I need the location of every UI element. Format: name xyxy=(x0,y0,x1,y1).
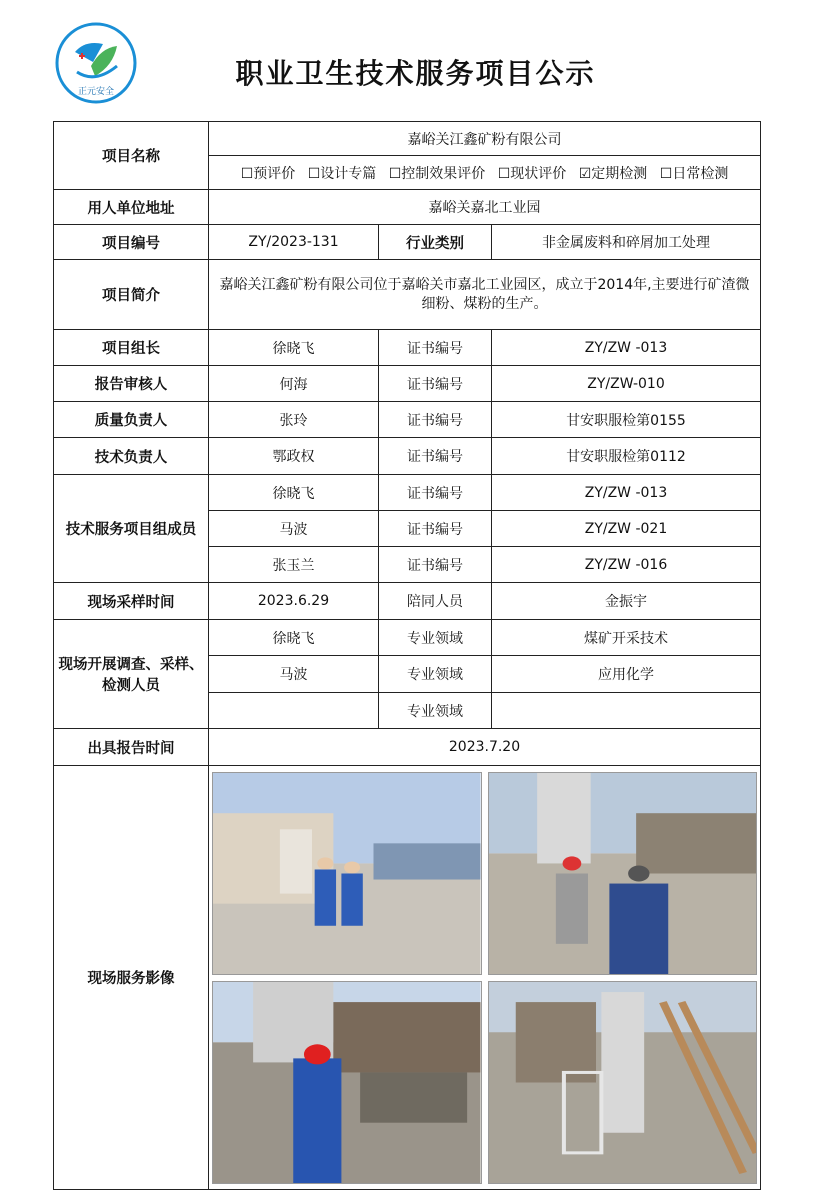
cert-label: 证书编号 xyxy=(379,438,492,475)
tech-label: 技术负责人 xyxy=(54,438,209,475)
member-cert: ZY/ZW -013 xyxy=(492,475,761,511)
cert-label: 证书编号 xyxy=(379,366,492,402)
sampling-time-label: 现场采样时间 xyxy=(54,583,209,620)
cert-label: 证书编号 xyxy=(379,330,492,366)
industry-value: 非金属废料和碎屑加工处理 xyxy=(492,225,761,260)
option-daily-test: ☐日常检测 xyxy=(659,165,729,182)
members-label: 技术服务项目组成员 xyxy=(54,475,209,583)
field-value: 应用化学 xyxy=(492,656,761,693)
report-time-label: 出具报告时间 xyxy=(54,729,209,766)
reviewer-cert: ZY/ZW-010 xyxy=(492,366,761,402)
project-code-label: 项目编号 xyxy=(54,225,209,260)
project-name-label: 项目名称 xyxy=(54,122,209,190)
quality-name: 张玲 xyxy=(209,402,379,438)
reviewer-name: 何海 xyxy=(209,366,379,402)
field-value: 煤矿开采技术 xyxy=(492,620,761,656)
address-value: 嘉峪关嘉北工业园 xyxy=(209,190,761,225)
site-photo-1 xyxy=(212,772,482,975)
member-cert: ZY/ZW -016 xyxy=(492,547,761,583)
quality-cert: 甘安职服检第0155 xyxy=(492,402,761,438)
companion-label: 陪同人员 xyxy=(379,583,492,620)
option-control-eval: ☐控制效果评价 xyxy=(388,165,486,182)
cert-label: 证书编号 xyxy=(379,402,492,438)
field-label: 专业领域 xyxy=(379,656,492,693)
photos-cell xyxy=(209,766,761,1190)
intro-text: 嘉峪关江鑫矿粉有限公司位于嘉峪关市嘉北工业园区，成立于2014年,主要进行矿渣微细粉、煤粉的生产。 xyxy=(209,260,761,330)
cert-label: 证书编号 xyxy=(379,475,492,511)
photos-label: 现场服务影像 xyxy=(54,766,209,1190)
field-people-label: 现场开展调查、采样、检测人员 xyxy=(54,620,209,729)
companion-name: 金振宇 xyxy=(492,583,761,620)
reviewer-label: 报告审核人 xyxy=(54,366,209,402)
project-name: 嘉峪关江鑫矿粉有限公司 xyxy=(209,122,761,156)
leader-name: 徐晓飞 xyxy=(209,330,379,366)
info-table xyxy=(53,121,761,1190)
member-name: 徐晓飞 xyxy=(209,475,379,511)
service-type-options xyxy=(209,156,761,190)
cert-label: 证书编号 xyxy=(379,547,492,583)
project-code: ZY/2023-131 xyxy=(209,225,379,260)
field-value xyxy=(492,693,761,729)
member-name: 张玉兰 xyxy=(209,547,379,583)
option-periodic-test: ☑定期检测 xyxy=(578,165,648,182)
report-time: 2023.7.20 xyxy=(209,729,761,766)
site-photo-3 xyxy=(212,981,482,1184)
cert-label: 证书编号 xyxy=(379,511,492,547)
leader-label: 项目组长 xyxy=(54,330,209,366)
sampling-time: 2023.6.29 xyxy=(209,583,379,620)
field-person-name: 马波 xyxy=(209,656,379,693)
site-photo-2 xyxy=(488,772,758,975)
member-name: 马波 xyxy=(209,511,379,547)
member-cert: ZY/ZW -021 xyxy=(492,511,761,547)
intro-label: 项目简介 xyxy=(54,260,209,330)
logo-text: 正元安全 xyxy=(77,87,115,97)
page-title: 职业卫生技术服务项目公示 xyxy=(235,57,596,90)
quality-label: 质量负责人 xyxy=(54,402,209,438)
option-pre-eval: ☐预评价 xyxy=(240,165,296,182)
field-person-name: 徐晓飞 xyxy=(209,620,379,656)
site-photo-4 xyxy=(488,981,758,1184)
field-label: 专业领域 xyxy=(379,693,492,729)
address-label: 用人单位地址 xyxy=(54,190,209,225)
option-design: ☐设计专篇 xyxy=(307,165,377,182)
industry-label: 行业类别 xyxy=(379,225,492,260)
tech-name: 鄂政权 xyxy=(209,438,379,475)
field-person-name xyxy=(209,693,379,729)
leader-cert: ZY/ZW -013 xyxy=(492,330,761,366)
tech-cert: 甘安职服检第0112 xyxy=(492,438,761,475)
field-label: 专业领域 xyxy=(379,620,492,656)
option-status-eval: ☐现状评价 xyxy=(497,165,567,182)
